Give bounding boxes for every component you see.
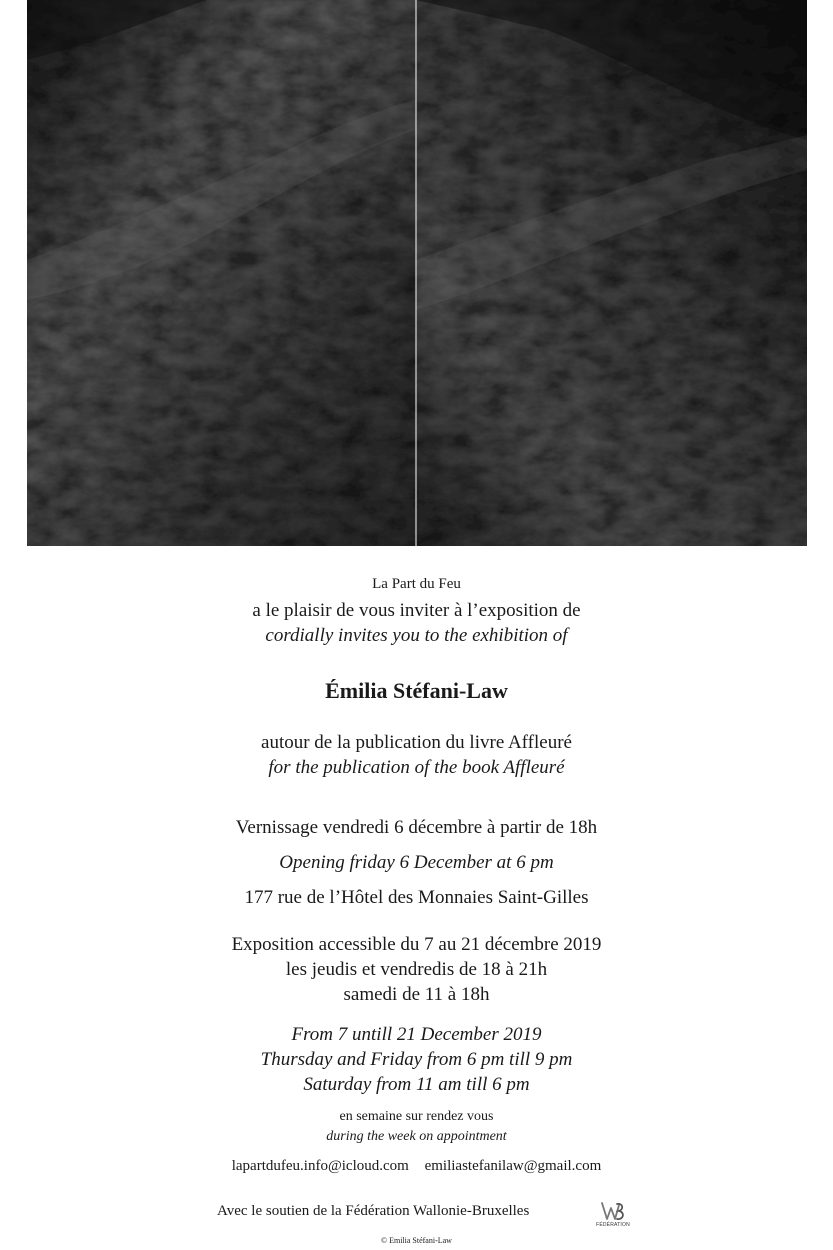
- opening-english: Opening friday 6 December at 6 pm: [279, 852, 554, 873]
- weekday-hours-french: les jeudis et vendredis de 18 à 21h: [285, 959, 548, 980]
- appointment-english: during the week on appointment: [326, 1129, 507, 1144]
- federation-logo: [596, 1200, 630, 1234]
- photo-gutter: [415, 0, 417, 546]
- opening-french: Vernissage vendredi 6 décembre à partir de 18h: [235, 817, 598, 838]
- dates-french: Exposition accessible du 7 au 21 décembre 2019: [231, 934, 602, 955]
- gallery-address: 177 rue de l’Hôtel des Monnaies Saint-Gilles: [244, 887, 589, 908]
- weekday-hours-english: Thursday and Friday from 6 pm till 9 pm: [260, 1049, 573, 1070]
- saturday-hours-french: samedi de 11 à 18h: [343, 984, 490, 1005]
- book-french: autour de la publication du livre Affleuré: [261, 732, 572, 753]
- artist-name: Émilia Stéfani-Law: [325, 678, 508, 703]
- copyright: © Emilia Stéfani-Law: [381, 1236, 452, 1245]
- contact-emails: [0, 1158, 833, 1175]
- logo-caption: FÉDÉRATION: [596, 1222, 630, 1228]
- support-credit: Avec le soutien de la Fédération Wallonie-Bruxelles: [217, 1203, 530, 1219]
- host-name: La Part du Feu: [372, 576, 461, 592]
- intro-french: a le plaisir de vous inviter à l’exposition de: [252, 600, 581, 621]
- book-english: for the publication of the book Affleuré: [268, 757, 565, 778]
- saturday-hours-english: Saturday from 11 am till 6 pm: [303, 1074, 530, 1095]
- intro-english: cordially invites you to the exhibition of: [265, 625, 568, 646]
- rock-photograph: [27, 0, 807, 546]
- rock-texture: [27, 0, 807, 546]
- email-host[interactable]: lapartdufeu.info@icloud.com: [231, 1158, 409, 1174]
- email-artist[interactable]: emiliastefanilaw@gmail.com: [424, 1158, 602, 1174]
- appointment-french: en semaine sur rendez vous: [339, 1109, 494, 1124]
- dates-english: From 7 untill 21 December 2019: [291, 1024, 542, 1045]
- wb-logo-icon: [600, 1200, 626, 1222]
